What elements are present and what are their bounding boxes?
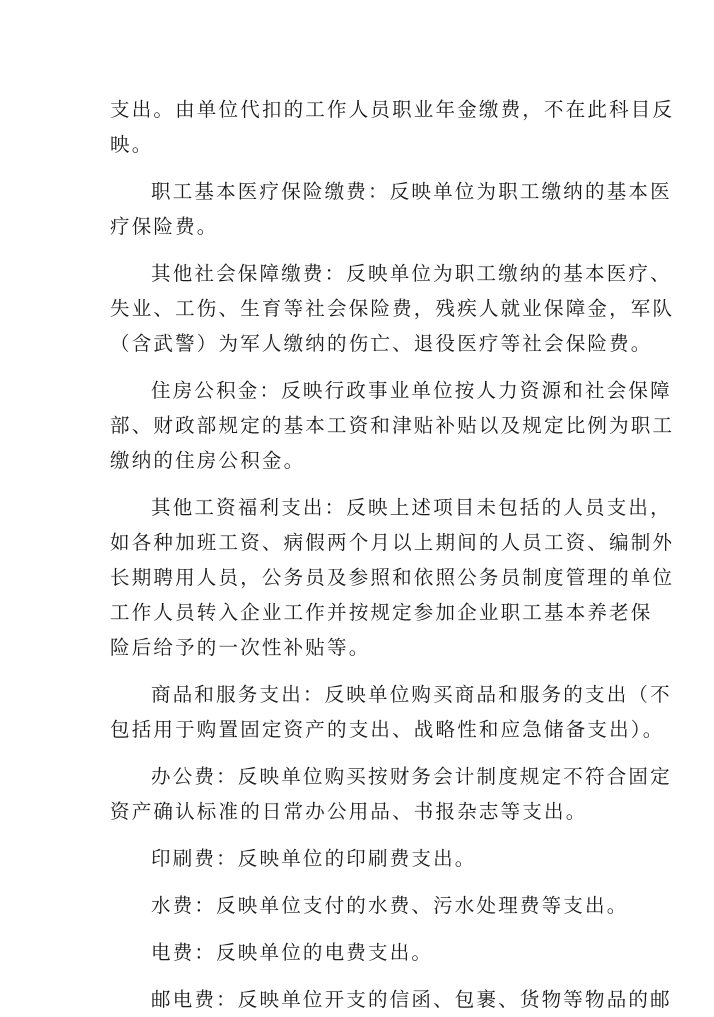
paragraph-first-line: 其他社会保障缴费：反映单位为职工缴纳的基本医疗、 (151, 262, 672, 285)
paragraph-first-line: 邮电费：反映单位开支的信函、包裹、货物等物品的邮 (151, 988, 672, 1011)
paragraph-first-line: 住房公积金：反映行政事业单位按人力资源和社会保障 (151, 379, 672, 402)
text-line: 缴纳的住房公积金。 (110, 449, 306, 472)
text-line: 失业、工伤、生育等社会保险费，残疾人就业保障金，军队 (110, 297, 675, 320)
text-line: 险后给予的一次性补贴等。 (110, 636, 371, 659)
text-line: 资产确认标准的日常办公用品、书报杂志等支出。 (110, 800, 588, 823)
text-line: 映。 (110, 133, 154, 156)
text-line: 如各种加班工资、病假两个月以上期间的人员工资、编制外 (110, 531, 675, 554)
text-line: 包括用于购置固定资产的支出、战略性和应急储备支出）。 (110, 718, 665, 741)
paragraph-first-line: 职工基本医疗保险缴费：反映单位为职工缴纳的基本医 (151, 180, 672, 203)
text-line: 工作人员转入企业工作并按规定参加企业职工基本养老保 (110, 601, 653, 624)
paragraph-first-line: 水费：反映单位支付的水费、污水处理费等支出。 (151, 894, 629, 917)
paragraph-first-line: 其他工资福利支出：反映上述项目未包括的人员支出， (151, 496, 672, 519)
text-line: 部、财政部规定的基本工资和津贴补贴以及规定比例为职工 (110, 414, 675, 437)
paragraph-first-line: 印刷费：反映单位的印刷费支出。 (151, 847, 477, 870)
text-line: 支出。由单位代扣的工作人员职业年金缴费，不在此科目反 (110, 98, 675, 121)
text-line: 长期聘用人员，公务员及参照和依照公务员制度管理的单位 (110, 566, 675, 589)
paragraph-first-line: 电费：反映单位的电费支出。 (151, 941, 434, 964)
body-text (110, 92, 675, 1017)
paragraph-first-line: 商品和服务支出：反映单位购买商品和服务的支出（不 (151, 683, 672, 706)
text-line: 疗保险费。 (110, 215, 219, 238)
paragraph-first-line: 办公费：反映单位购买按财务会计制度规定不符合固定 (151, 765, 672, 788)
text-line: （含武警）为军人缴纳的伤亡、退役医疗等社会保险费。 (110, 332, 653, 355)
